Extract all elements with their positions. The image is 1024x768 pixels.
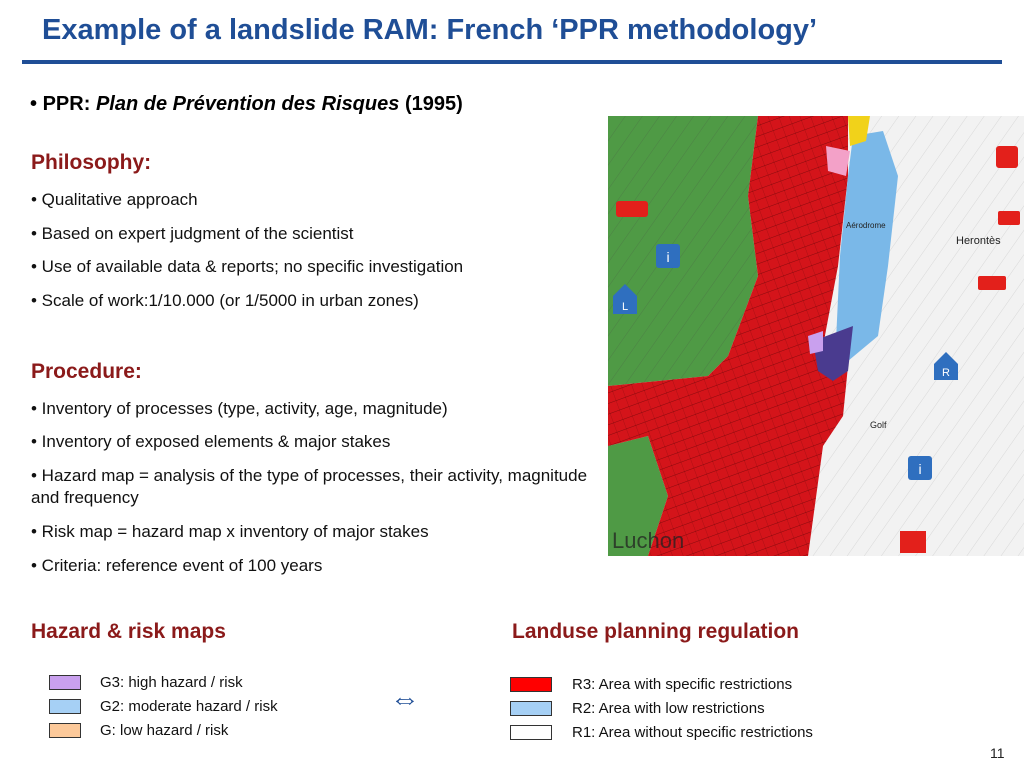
ppr-label: PPR: [42,93,91,115]
ppr-definition [30,93,463,116]
hazard-label-g2: G2: moderate hazard / risk [100,698,278,715]
procedure-item: • Inventory of processes (type, activity, age, magnitude) [31,399,448,418]
procedure-item: • Criteria: reference event of 100 years [31,556,323,575]
hazard-swatch-g [49,723,81,738]
map-label-golf: Golf [870,420,887,430]
hazard-swatch-g2 [49,699,81,714]
svg-text:i: i [666,249,670,265]
procedure-item: • Risk map = hazard map x inventory of major stakes [31,522,429,541]
map-label-herontes: Herontès [956,235,1001,247]
slide-title: Example of a landslide RAM: French ‘PPR methodology’ [42,14,818,46]
ppr-name: Plan de Prévention des Risques [95,93,400,115]
ppr-bullet: • [30,93,38,115]
philosophy-item: • Based on expert judgment of the scientist [31,224,354,243]
philosophy-item: • Use of available data & reports; no specific investigation [31,257,464,276]
hazard-legend-heading: Hazard & risk maps [31,620,226,643]
landuse-label-r2: R2: Area with low restrictions [572,700,765,717]
equivalence-arrow-icon: ⇔ [390,683,420,716]
philosophy-heading: Philosophy: [31,151,152,174]
hazard-label-g3: G3: high hazard / risk [100,674,243,691]
hazard-swatch-g3 [49,675,81,690]
title-divider [22,60,1002,64]
landuse-swatch-r1 [510,725,552,740]
landuse-label-r3: R3: Area with specific restrictions [572,676,793,693]
map-label-aerodrome: Aérodrome [846,221,886,230]
landuse-swatch-r3 [510,677,552,692]
landuse-legend-heading: Landuse planning regulation [512,620,800,643]
philosophy-item: • Scale of work:1/10.000 (or 1/5000 in urban zones) [31,291,419,310]
map-marker-r: R [942,367,950,379]
landuse-swatch-r2 [510,701,552,716]
hazard-zoning-map [608,116,1024,556]
map-marker-l: L [621,301,629,313]
procedure-item: • Hazard map = analysis of the type of processes, their activity, magnitude and frequency [31,466,588,507]
procedure-item: • Inventory of exposed elements & major stakes [31,432,391,451]
landuse-label-r1: R1: Area without specific restrictions [572,724,813,741]
svg-text:i: i [918,461,922,477]
philosophy-item: • Qualitative approach [31,190,198,209]
ppr-year: (1995) [404,93,463,115]
map-label-luchon: Luchon [612,528,685,553]
page-number: 11 [990,745,1005,761]
hazard-label-g: G: low hazard / risk [100,722,229,739]
procedure-heading: Procedure: [31,360,142,383]
